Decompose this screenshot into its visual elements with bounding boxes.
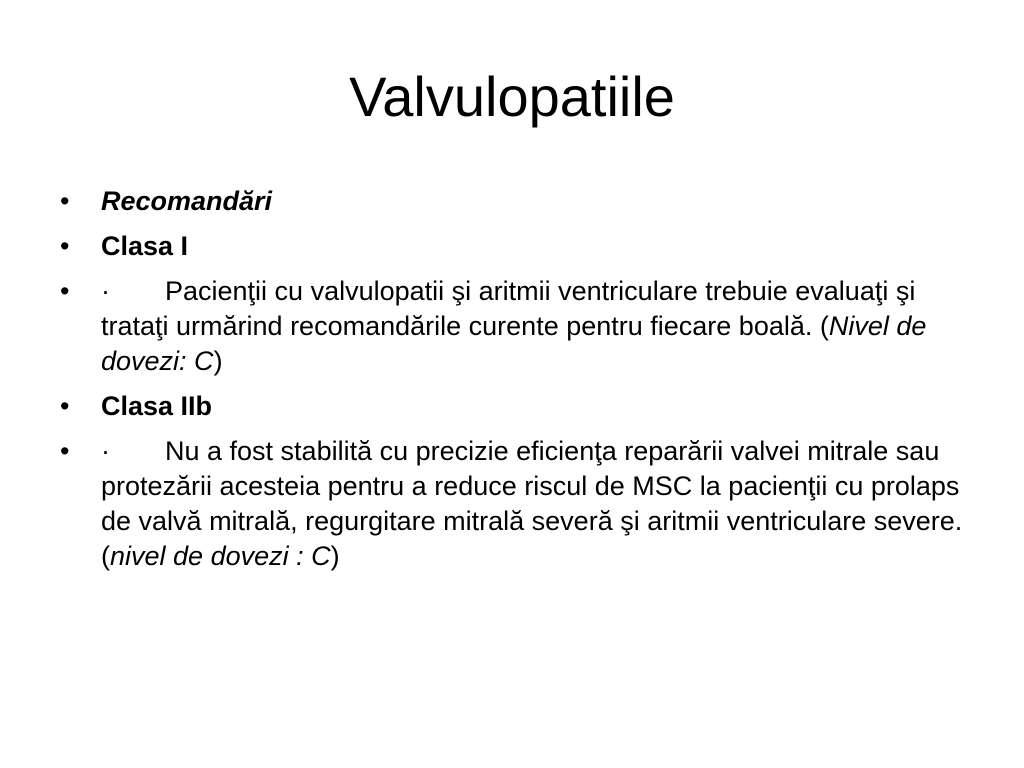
class-iib-close-paren: )	[330, 541, 340, 571]
class-i-evidence-level: Nivel de dovezi: C	[101, 311, 927, 376]
bullet-icon: •	[60, 276, 70, 306]
bullet-icon: •	[60, 391, 70, 421]
bullet-item-class-iib	[60, 389, 970, 424]
class-iib-evidence-level: nivel de dovezi : C	[110, 541, 331, 571]
bullet-item-recommendations	[60, 184, 970, 219]
bullet-icon: •	[60, 436, 70, 466]
middle-dot-marker: ·	[101, 276, 110, 306]
class-i-close-paren: )	[213, 346, 223, 376]
bullet-item-class-i-text	[60, 274, 970, 379]
bullet-icon: •	[60, 186, 70, 216]
bullet-icon: •	[60, 231, 70, 261]
class-i-recommendation-text: Pacienţii cu valvulopatii şi aritmii ventriculare trebuie evaluaţi şi trataţi urmărind recomandările curente pentru fiecare boală. (	[101, 276, 916, 341]
middle-dot-marker: ·	[101, 436, 110, 466]
recommendations-heading: Recomandări	[101, 186, 273, 216]
bullet-item-class-i	[60, 229, 970, 264]
class-iib-recommendation-text: Nu a fost stabilită cu precizie eficienţa reparării valvei mitrale sau protezării acesteia pentru a reduce riscul de MSC la pacienţii cu prolaps de valvă mitrală, regurgitare mitrală severă şi aritmii ventriculare severe. (	[101, 436, 963, 571]
bullet-item-class-iib-text	[60, 434, 970, 574]
class-iib-heading: Clasa IIb	[101, 391, 213, 421]
class-i-heading: Clasa I	[101, 231, 189, 261]
slide-title: Valvulopatiile	[349, 65, 675, 128]
bullet-list	[60, 184, 970, 584]
